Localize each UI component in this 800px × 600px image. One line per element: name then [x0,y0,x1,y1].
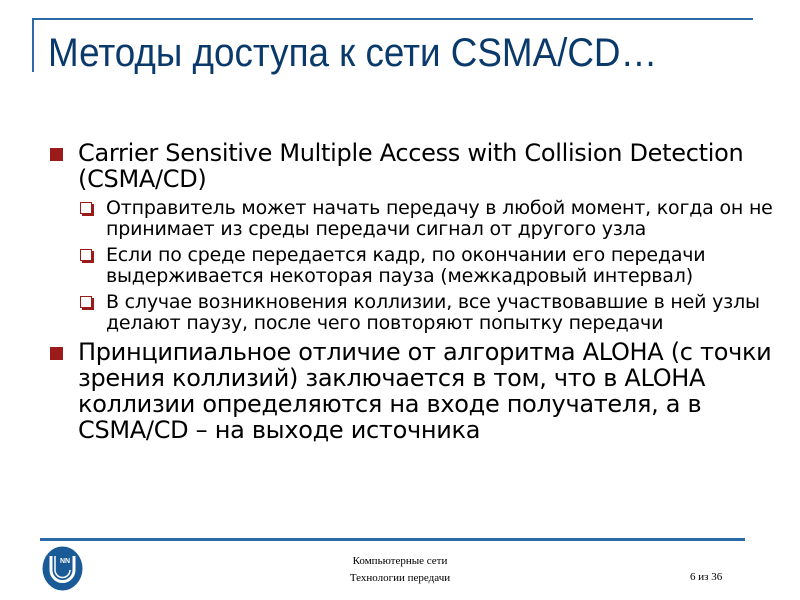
unn-logo-icon [40,546,85,591]
top-rule [33,18,753,20]
bottom-rule [40,538,745,541]
sub-bullet-item [48,245,778,287]
checkbox-bullet-icon [80,296,92,308]
bullet-item [48,140,778,192]
sub-bullet-item [48,292,778,334]
square-bullet-icon [50,148,63,161]
left-rule [32,18,34,72]
sub-bullet-item [48,198,778,240]
bullet-item [48,339,778,443]
bullet-text: Carrier Sensitive Multiple Access with Collision Detection (CSMA/CD) [78,139,744,193]
square-bullet-icon [50,347,63,360]
svg-text:NN: NN [60,558,71,565]
sub-bullet-text: В случае возникновения коллизии, все участвовавшие в ней узлы делают паузу, после чего повторяют попытку передачи [106,291,760,334]
sub-bullet-text: Если по среде передается кадр, по окончании его передачи выдерживается некоторая пауза (межкадровый интервал) [106,244,706,287]
checkbox-bullet-icon [80,202,92,214]
page-number: 6 из 36 [690,571,723,583]
sub-bullet-text: Отправитель может начать передачу в любой момент, когда он не принимает из среды передачи сигнал от другого узла [106,197,773,240]
footer-course: Компьютерные сети [352,555,448,567]
slide-title: Методы доступа к сети CSMA/CD… [48,31,658,75]
footer-topic: Технологии передачи [349,572,451,584]
footer-text [300,553,500,587]
checkbox-bullet-icon [80,249,92,261]
slide-body [48,140,778,449]
bullet-text: Принципиальное отличие от алгоритма ALOHA (с точки зрения коллизий) заключается в том, что в ALOHA коллизии определяются на входе получателя, а в CSMA/CD – на выходе источника [78,338,772,444]
